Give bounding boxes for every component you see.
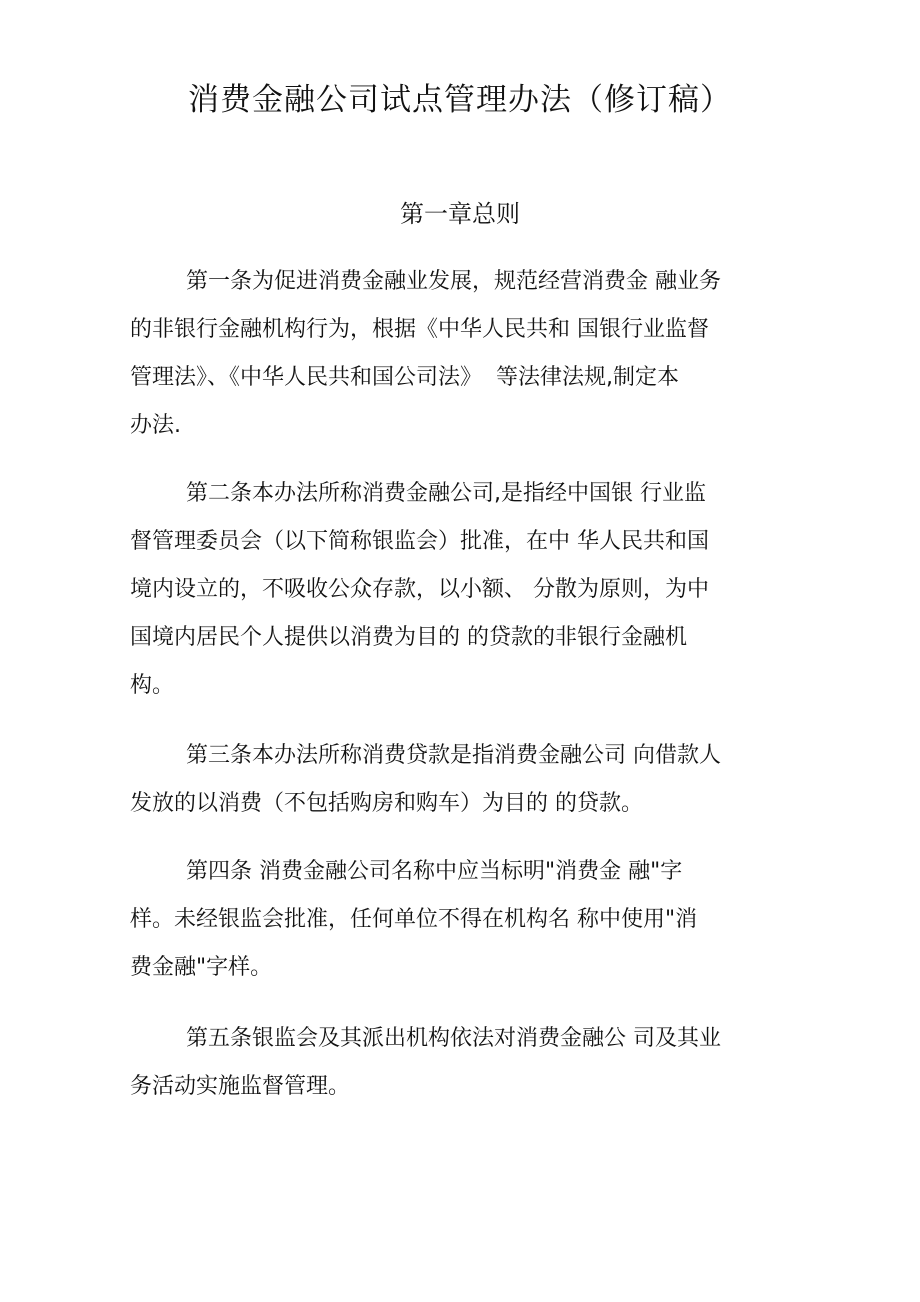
article-line: 国境内居民个人提供以消费为目的 的贷款的非银行金融机: [130, 625, 687, 650]
article-2: [130, 470, 800, 710]
article-line: 样。未经银监会批准，任何单位不得在机构名 称中使用"消: [130, 907, 698, 932]
article-line: 的非银行金融机构行为，根据《中华人民共和 国银行业监督: [130, 317, 709, 342]
article-line: 管理法》、《中华人民共和国公司法》 等法律法规,制定本: [130, 365, 679, 390]
article-line: 第一条为促进消费金融业发展，规范经营消费金 融业务: [186, 269, 721, 294]
article-3: [130, 732, 800, 828]
article-line: 第五条银监会及其派出机构依法对消费金融公 司及其业: [186, 1026, 721, 1051]
article-line: 第二条本办法所称消费金融公司,是指经中国银 行业监: [186, 481, 706, 506]
article-line: 发放的以消费（不包括购房和购车）为目的 的贷款。: [130, 791, 643, 816]
article-1: [130, 258, 800, 450]
article-5: [130, 1015, 800, 1111]
article-4: [130, 848, 800, 992]
article-line: 务活动实施监督管理。: [130, 1074, 351, 1099]
chapter-heading: 第一章总则: [400, 200, 520, 228]
article-line: 费金融"字样。: [130, 955, 273, 980]
article-line: 办法.: [130, 413, 181, 438]
article-line: 督管理委员会（以下简称银监会）批准，在中 华人民共和国: [130, 529, 709, 554]
article-line: 境内设立的，不吸收公众存款，以小额、 分散为原则，为中: [130, 577, 709, 602]
article-line: 构。: [130, 673, 175, 698]
document-title: 消费金融公司试点管理办法（修订稿）: [188, 82, 732, 118]
article-line: 第四条 消费金融公司名称中应当标明"消费金 融"字: [186, 859, 683, 884]
article-line: 第三条本办法所称消费贷款是指消费金融公司 向借款人: [186, 743, 721, 768]
